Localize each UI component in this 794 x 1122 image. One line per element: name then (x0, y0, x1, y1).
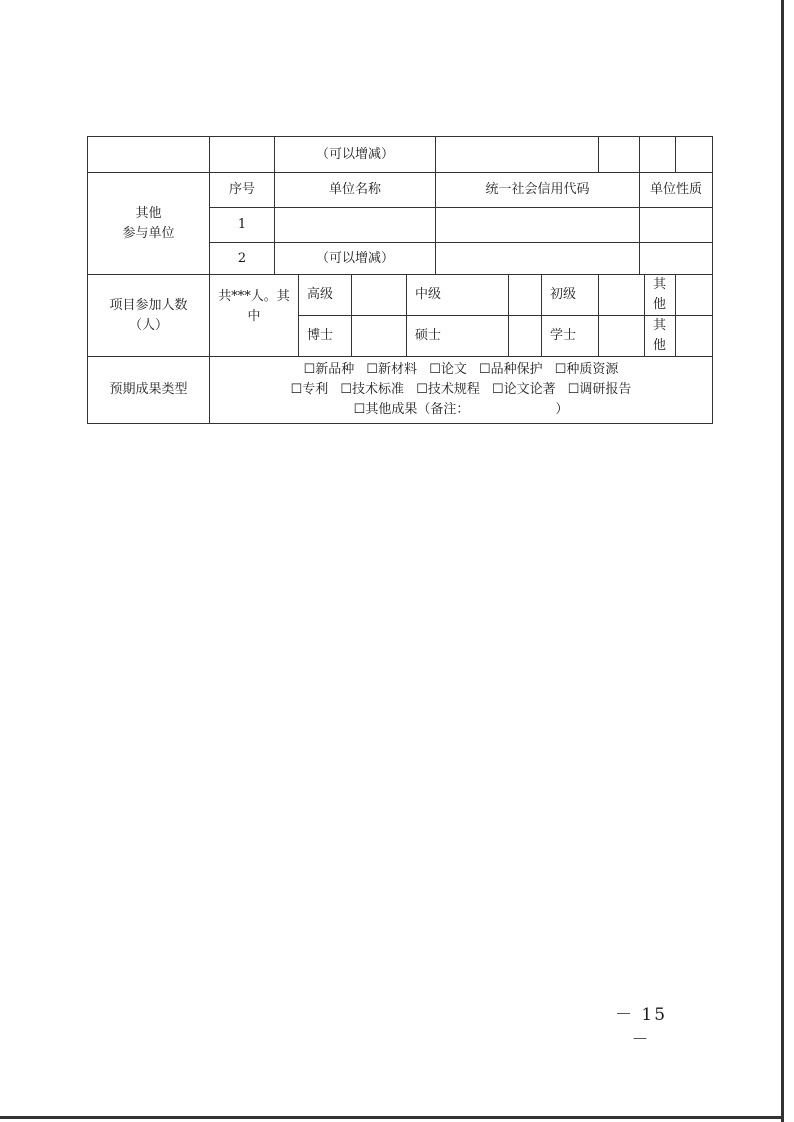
continuation-cell-c[interactable] (640, 137, 676, 173)
other-outcome-remark-close: ） (555, 402, 569, 417)
header-unit-nature: 单位性质 (640, 173, 713, 208)
personnel-label-line1: 项目参加人数 (109, 297, 188, 313)
continuation-note: （可以增减） (316, 146, 395, 162)
page-edge-shadow-right (781, 0, 784, 1122)
new-material-checkbox[interactable]: ☐新材料 (366, 362, 418, 377)
outcome-line-3 (210, 400, 712, 420)
other-degree-label: 其他 (645, 316, 676, 357)
germplasm-resource-checkbox[interactable]: ☐种质资源 (554, 362, 619, 377)
page-number: － 15 － (614, 1005, 668, 1050)
bachelor-count-cell[interactable] (599, 316, 645, 357)
participant-code-cell[interactable] (436, 208, 640, 243)
new-variety-checkbox[interactable]: ☐新品种 (303, 362, 355, 377)
intermediate-label: 中级 (407, 275, 509, 316)
participant-nature-cell[interactable] (640, 208, 713, 243)
header-unit-name: 单位名称 (275, 173, 436, 208)
continuation-cell-b[interactable] (599, 137, 640, 173)
participant-code-cell[interactable] (436, 243, 640, 275)
participants-header-row (88, 173, 713, 208)
bachelor-label: 学士 (542, 316, 599, 357)
technical-regulation-checkbox[interactable]: ☐技术规程 (416, 382, 480, 397)
outcome-line-1 (210, 360, 712, 380)
page-edge-shadow-bottom (0, 1116, 784, 1119)
intermediate-count-cell[interactable] (509, 275, 542, 316)
outcome-line-2 (210, 380, 712, 400)
master-count-cell[interactable] (509, 316, 542, 357)
patent-checkbox[interactable]: ☐专利 (290, 382, 329, 397)
personnel-label-line2: （人） (128, 317, 168, 333)
junior-label: 初级 (542, 275, 599, 316)
participant-nature-cell[interactable] (640, 243, 713, 275)
participants-label-line1: 其他 (135, 205, 162, 221)
participants-label-cell (88, 173, 210, 275)
junior-count-cell[interactable] (599, 275, 645, 316)
outcome-options-cell (210, 357, 713, 424)
variety-protection-checkbox[interactable]: ☐品种保护 (478, 362, 543, 377)
personnel-total-cell[interactable] (210, 275, 299, 357)
participants-label-line2: 参与单位 (122, 225, 175, 241)
outcome-label-cell: 预期成果类型 (88, 357, 210, 424)
technical-standard-checkbox[interactable]: ☐技术标准 (340, 382, 405, 397)
header-seq: 序号 (210, 173, 275, 208)
personnel-label-cell (88, 275, 210, 357)
other-title-count-cell[interactable] (676, 275, 713, 316)
other-title-label: 其他 (645, 275, 676, 316)
continuation-name-cell[interactable] (275, 137, 436, 173)
participant-name-cell[interactable] (275, 208, 436, 243)
participant-name-cell[interactable]: （可以增减） (275, 243, 436, 275)
master-label: 硕士 (407, 316, 509, 357)
other-degree-count-cell[interactable] (676, 316, 713, 357)
personnel-row-1 (88, 275, 713, 316)
personnel-total-line2: 中 (247, 309, 261, 324)
paper-checkbox[interactable]: ☐论文 (429, 362, 467, 377)
continuation-row (88, 137, 713, 173)
personnel-total-line1: 共***人。其 (218, 289, 290, 304)
phd-count-cell[interactable] (352, 316, 407, 357)
other-outcome-checkbox[interactable]: ☐其他成果（备注： (353, 402, 470, 417)
project-form-table (87, 136, 713, 424)
senior-count-cell[interactable] (352, 275, 407, 316)
outcome-row (88, 357, 713, 424)
phd-label: 博士 (299, 316, 352, 357)
continuation-label-cell[interactable] (88, 137, 210, 173)
participant-seq-cell: 2 (210, 243, 275, 275)
continuation-cell-a[interactable] (436, 137, 599, 173)
research-report-checkbox[interactable]: ☐调研报告 (567, 382, 632, 397)
monograph-checkbox[interactable]: ☐论文论著 (491, 382, 556, 397)
participant-seq-cell: 1 (210, 208, 275, 243)
header-credit-code: 统一社会信用代码 (436, 173, 640, 208)
continuation-seq-cell[interactable] (210, 137, 275, 173)
senior-label: 高级 (299, 275, 352, 316)
continuation-cell-d[interactable] (676, 137, 713, 173)
